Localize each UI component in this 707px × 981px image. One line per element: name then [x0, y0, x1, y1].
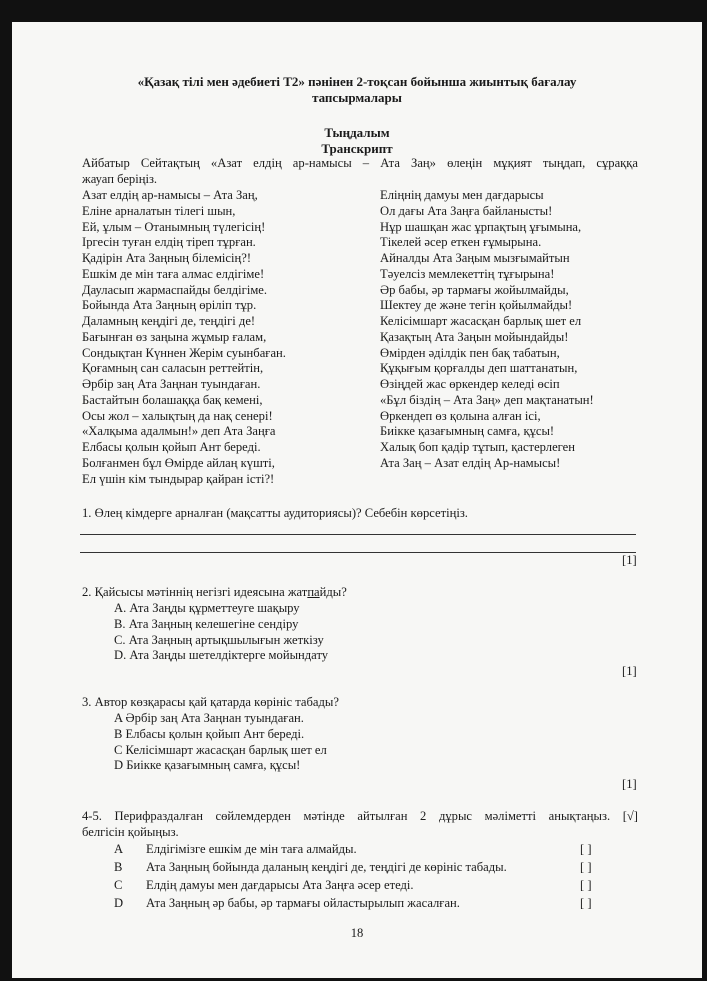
- poem-line: Ел үшін кім тындырар қайран істі?!: [82, 471, 275, 486]
- poem-line: Құқығым қорғалды деп шаттанатын,: [380, 361, 578, 376]
- option-b[interactable]: B Елбасы қолын қойып Ант береді.: [114, 726, 305, 741]
- poem-line: Тікелей әсер еткен ғұмырына.: [380, 235, 542, 250]
- answer-line[interactable]: [80, 552, 636, 553]
- poem-line: Қазақтың Ата Заңын мойындайды!: [380, 329, 569, 344]
- poem-line: Ата Заң – Азат елдің Ар-намысы!: [380, 455, 561, 470]
- poem-line: Ей, ұлым – Отанымның түлегісің!: [82, 219, 266, 234]
- question-3-text: 3. Автор көзқарасы қай қатарда көрініс табады?: [82, 695, 339, 709]
- poem-line: Еліне арналатын тілегі шын,: [82, 203, 236, 218]
- poem-right-column: [380, 188, 594, 472]
- row-letter: C: [114, 878, 123, 892]
- row-statement: Елдің дамуы мен дағдарысы Ата Заңға әсер етеді.: [146, 878, 414, 892]
- checkbox[interactable]: [ ]: [580, 878, 592, 892]
- row-statement: Ата Заңның әр бабы, әр тармағы ойластырылып жасалған.: [146, 896, 460, 910]
- poem-line: Ешкім де мін таға алмас елдігіме!: [82, 266, 265, 281]
- question-45-text-cont: белгісін қойыңыз.: [82, 825, 179, 839]
- poem-line: Тәуелсіз мемлекеттің тұғырына!: [380, 266, 555, 281]
- poem-line: Азат елдің ар-намысы – Ата Заң,: [82, 188, 258, 202]
- poem-line: «Халқыма адалмын!» деп Ата Заңға: [82, 424, 276, 439]
- poem-line: Өмірден әділдік пен бақ табатын,: [380, 345, 560, 360]
- title-line-1: «Қазақ тілі мен әдебиеті Т2» пәнінен 2-тоқсан бойынша жиынтық бағалау: [137, 74, 577, 89]
- checkbox[interactable]: [ ]: [580, 860, 592, 874]
- question-2-text: 2. Қайсысы мәтіннің негізгі идеясына жатпайды?: [82, 585, 347, 599]
- page-number: 18: [350, 926, 364, 940]
- poem-line: Өркендеп өз қолына алған ісі,: [380, 408, 541, 423]
- question-1-mark: [1]: [622, 553, 637, 567]
- section-heading: Тыңдалым: [324, 125, 390, 140]
- row-statement: Елдігімізге ешкім де мін таға алмайды.: [146, 842, 357, 856]
- question-45-text: 4-5. Перифраздалған сөйлемдерден мәтінде айтылған 2 дұрыс мәліметті анықтаңыз. [√]: [82, 809, 638, 823]
- poem-line: Бағынған өз заңына жұмыр ғалам,: [82, 329, 267, 344]
- poem-line: Ол дағы Ата Заңға байланысты!: [380, 203, 553, 218]
- instruction-line-1: Айбатыр Сейтақтың «Азат елдің ар-намысы – Ата Заң» өлеңін мұқият тыңдап, сұраққа: [82, 156, 638, 170]
- instruction-line-2: жауап беріңіз.: [82, 172, 158, 186]
- poem-line: Сондықтан Күннен Жерім суынбаған.: [82, 345, 286, 360]
- document-page: [12, 22, 702, 978]
- poem-line: Елбасы қолын қойып Ант береді.: [82, 440, 261, 454]
- option-c[interactable]: C Келісімшарт жасасқан барлық шет ел: [114, 742, 327, 757]
- subsection-heading: Транскрипт: [321, 141, 393, 156]
- row-letter: D: [114, 896, 124, 910]
- poem-line: Қоғамның сан саласын реттейтін,: [82, 361, 264, 376]
- poem-line: Әрбір заң Ата Заңнан туындаған.: [82, 377, 261, 391]
- poem-line: Бастайтын болашаққа бақ кемені,: [82, 392, 263, 407]
- row-letter: B: [114, 860, 123, 874]
- question-2-options: [114, 601, 328, 664]
- poem-line: Халық боп қадір тұтып, қастерлеген: [380, 440, 575, 454]
- option-d[interactable]: D. Ата Заңды шетелдіктерге мойындату: [114, 648, 329, 663]
- poem-line: Айналды Ата Заңым мызғымайтын: [380, 251, 570, 265]
- poem-left-column: [82, 188, 286, 487]
- poem-line: Іргесін туған елдің тіреп тұрған.: [82, 235, 256, 250]
- answer-line[interactable]: [80, 534, 636, 535]
- poem-line: Дауласып жармаспайды белдігіме.: [82, 282, 268, 297]
- option-b[interactable]: B. Ата Заңның келешегіне сендіру: [114, 616, 299, 631]
- checkbox[interactable]: [ ]: [580, 896, 592, 910]
- poem-line: Осы жол – халықтың да нақ сенері!: [82, 408, 273, 423]
- poem-line: Биікке қазағымның самға, құсы!: [380, 424, 555, 439]
- poem-line: «Бұл біздің – Ата Заң» деп мақтанатын!: [380, 392, 594, 407]
- option-c[interactable]: C. Ата Заңның артықшылығын жеткізу: [114, 632, 324, 647]
- question-1-text: 1. Өлең кімдерге арналған (мақсатты аудиториясы)? Себебін көрсетіңіз.: [82, 506, 468, 520]
- row-statement: Ата Заңның бойында даланың кеңдігі де, теңдігі де көрініс табады.: [146, 860, 507, 874]
- question-2-mark: [1]: [622, 664, 637, 678]
- poem-line: Қадірін Ата Заңның білемісің?!: [82, 251, 252, 265]
- document-title: [32, 74, 682, 106]
- option-d[interactable]: D Биікке қазағымның самға, құсы!: [114, 758, 301, 773]
- title-line-2: тапсырмалары: [312, 90, 402, 105]
- poem-line: Болғанмен бұл Өмірде айлаң күшті,: [82, 455, 275, 470]
- poem-line: Бойында Ата Заңның өріліп тұр.: [82, 298, 257, 313]
- question-3-mark: [1]: [622, 777, 637, 791]
- option-a[interactable]: A. Ата Заңды құрметтеуге шақыру: [114, 601, 300, 615]
- checkbox[interactable]: [ ]: [580, 842, 592, 856]
- poem-line: Шектеу де және тегін қойылмайды!: [380, 298, 573, 313]
- poem-line: Әр бабы, әр тармағы жойылмайды,: [380, 282, 569, 297]
- poem-line: Даламның кеңдігі де, теңдігі де!: [82, 314, 256, 328]
- poem-line: Келісімшарт жасасқан барлық шет ел: [380, 314, 582, 328]
- row-letter: A: [114, 842, 124, 856]
- option-a[interactable]: A Әрбір заң Ата Заңнан туындаған.: [114, 711, 304, 725]
- poem-line: Нұр шашқан жас ұрпақтың ұғымына,: [380, 219, 582, 234]
- question-3-options: [114, 711, 327, 774]
- poem-line: Өзіңдей жас өркендер келеді өсіп: [380, 377, 560, 391]
- poem-line: Еліңнің дамуы мен дағдарысы: [380, 188, 544, 202]
